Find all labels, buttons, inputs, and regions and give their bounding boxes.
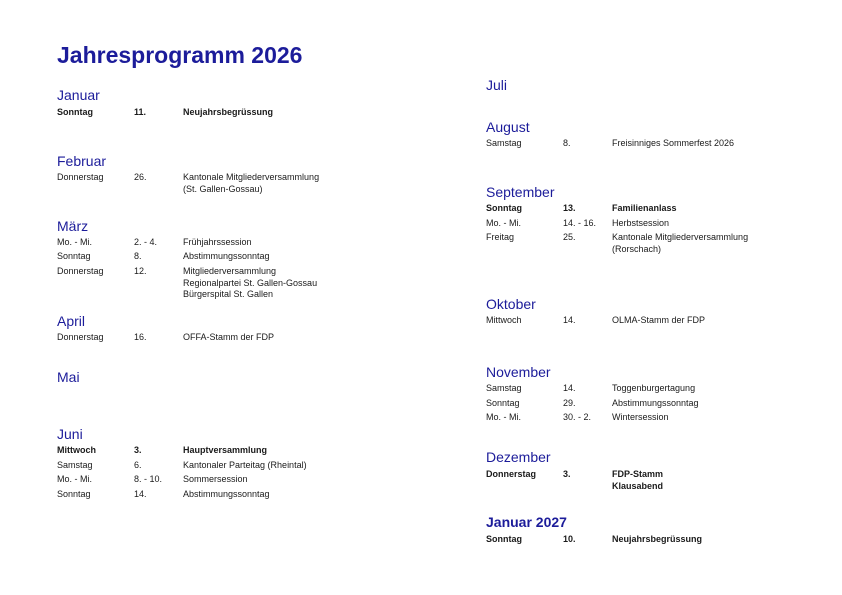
event-day: Mo. - Mi. — [486, 218, 521, 228]
event-date: 11. — [134, 107, 147, 117]
event-title-line2: Klausabend — [612, 480, 664, 491]
event-date: 8. — [134, 251, 142, 261]
event-date: 14. — [563, 315, 576, 325]
month-heading-januar: Januar — [57, 87, 100, 103]
event-title: Neujahrsbegrüssung — [183, 107, 274, 117]
event-title: Kantonaler Parteitag (Rheintal) — [183, 460, 307, 470]
event-date: 30. - 2. — [563, 412, 592, 422]
event-day: Sonntag — [57, 489, 91, 499]
page-title: Jahresprogramm 2026 — [57, 42, 303, 68]
event-title: Familienanlass — [612, 203, 677, 213]
event-title: Wintersession — [612, 412, 669, 422]
event-date: 26. — [134, 172, 147, 182]
event-date: 14. - 16. — [563, 218, 597, 228]
event-day: Donnerstag — [57, 266, 104, 276]
event-date: 2. - 4. — [134, 237, 158, 247]
month-heading-mai: Mai — [57, 369, 80, 385]
event-title: Sommersession — [183, 474, 248, 484]
event-day: Samstag — [57, 460, 93, 470]
month-heading-juli: Juli — [486, 77, 508, 93]
event-date: 3. — [134, 445, 142, 455]
event-date: 16. — [134, 332, 147, 342]
month-heading-september: September — [486, 184, 555, 200]
event-day: Donnerstag — [486, 469, 537, 479]
event-title-line2: Regionalpartei St. Gallen-Gossau — [183, 277, 318, 288]
event-title: Herbstsession — [612, 218, 670, 228]
event-date: 29. — [563, 398, 576, 408]
event-title: Abstimmungssonntag — [612, 398, 699, 408]
event-day: Sonntag — [486, 398, 520, 408]
event-date: 14. — [563, 383, 576, 393]
event-day: Mittwoch — [57, 445, 96, 455]
month-heading-november: November — [486, 364, 551, 380]
event-day: Donnerstag — [57, 172, 104, 182]
event-title: Hauptversammlung — [183, 445, 268, 455]
month-heading-april: April — [57, 313, 86, 329]
event-day: Sonntag — [57, 251, 91, 261]
month-heading-august: August — [486, 119, 530, 135]
event-date: 12. — [134, 266, 147, 276]
event-day: Sonntag — [486, 534, 522, 544]
event-title: OFFA-Stamm der FDP — [183, 332, 275, 342]
month-heading-maerz: März — [57, 218, 89, 234]
event-title: Toggenburgertagung — [612, 383, 696, 393]
event-date: 14. — [134, 489, 147, 499]
event-day: Freitag — [486, 232, 515, 242]
event-day: Mo. - Mi. — [57, 237, 92, 247]
event-title: Abstimmungssonntag — [183, 489, 270, 499]
event-day: Donnerstag — [57, 332, 104, 342]
month-heading-januar-2027: Januar 2027 — [486, 514, 567, 530]
event-title: Kantonale Mitgliederversammlung — [183, 172, 320, 182]
event-day: Mo. - Mi. — [486, 412, 521, 422]
event-date: 3. — [563, 469, 571, 479]
event-date: 10. — [563, 534, 576, 544]
event-title: Freisinniges Sommerfest 2026 — [612, 138, 735, 148]
month-heading-juni: Juni — [57, 426, 83, 442]
event-title-line3: Bürgerspital St. Gallen — [183, 289, 274, 299]
event-title: Kantonale Mitgliederversammlung — [612, 232, 749, 242]
event-date: 8. — [563, 138, 571, 148]
event-day: Mo. - Mi. — [57, 474, 92, 484]
event-title: FDP-Stamm — [612, 469, 664, 479]
event-date: 8. - 10. — [134, 474, 163, 484]
event-title: Frühjahrssession — [183, 237, 252, 247]
event-title: Neujahrsbegrüssung — [612, 534, 703, 544]
event-title: Mitgliederversammlung — [183, 266, 277, 276]
event-day: Sonntag — [486, 203, 522, 213]
event-day: Samstag — [486, 383, 522, 393]
event-date: 13. — [563, 203, 576, 213]
event-title-line2: (St. Gallen-Gossau) — [183, 183, 263, 194]
month-heading-dezember: Dezember — [486, 449, 551, 465]
event-day: Samstag — [486, 138, 522, 148]
event-day: Mittwoch — [486, 315, 522, 325]
event-day: Sonntag — [57, 107, 93, 117]
event-title: Abstimmungssonntag — [183, 251, 270, 261]
month-heading-februar: Februar — [57, 153, 107, 169]
month-heading-oktober: Oktober — [486, 296, 536, 312]
event-date: 25. — [563, 232, 576, 242]
event-title: OLMA-Stamm der FDP — [612, 315, 706, 325]
event-title-line2: (Rorschach) — [612, 243, 662, 254]
event-date: 6. — [134, 460, 142, 470]
